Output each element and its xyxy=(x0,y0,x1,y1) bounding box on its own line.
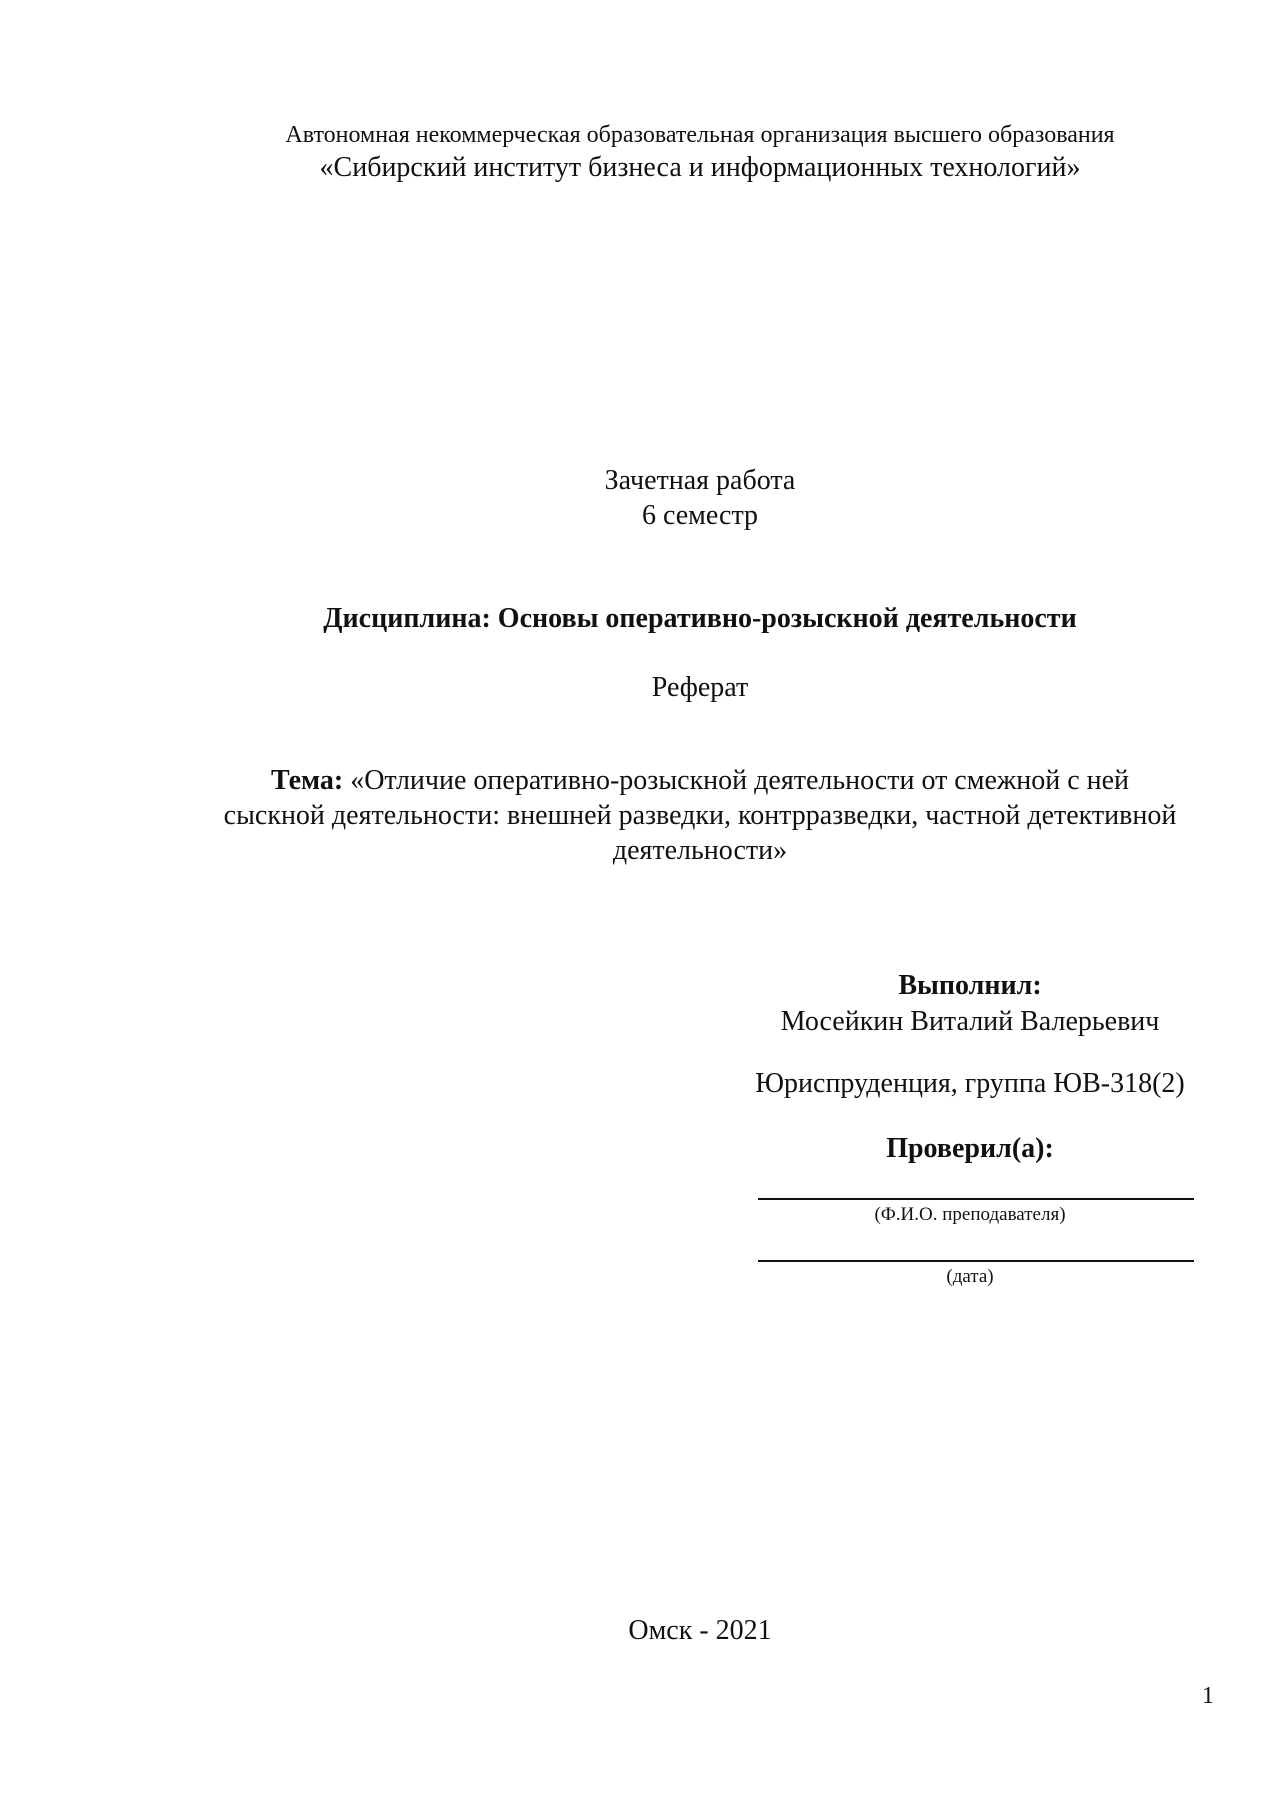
student-group: Юриспруденция, группа ЮВ-318(2) xyxy=(755,1068,1185,1099)
page-number: 1 xyxy=(1202,1683,1214,1709)
performed-by-label: Выполнил: xyxy=(898,970,1042,1001)
topic-line-1 xyxy=(0,765,1280,797)
date-signature-line xyxy=(758,1260,1194,1262)
student-name: Мосейкин Виталий Валерьевич xyxy=(780,1006,1160,1037)
teacher-signature-line xyxy=(758,1198,1194,1200)
topic-text-1: «Отличие оперативно-розыскной деятельности от смежной с ней xyxy=(343,765,1130,796)
discipline-title: Дисциплина: Основы оперативно-розыскной деятельности xyxy=(323,603,1077,634)
topic-label: Тема: xyxy=(270,765,344,796)
topic-line-2: сыскной деятельности: внешней разведки, контрразведки, частной детективной xyxy=(223,800,1177,831)
institute-name: «Сибирский институт бизнеса и информационных технологий» xyxy=(319,152,1081,183)
date-caption: (дата) xyxy=(946,1266,994,1287)
teacher-caption: (Ф.И.О. преподавателя) xyxy=(874,1204,1066,1225)
semester: 6 семестр xyxy=(641,500,759,531)
topic-line-3: деятельности» xyxy=(612,835,788,866)
city-year: Омск - 2021 xyxy=(628,1615,772,1646)
essay-label: Реферат xyxy=(651,672,749,703)
work-type: Зачетная работа xyxy=(604,465,796,496)
checked-by-label: Проверил(а): xyxy=(886,1133,1054,1164)
organization-name: Автономная некоммерческая образовательная организация высшего образования xyxy=(285,122,1115,148)
